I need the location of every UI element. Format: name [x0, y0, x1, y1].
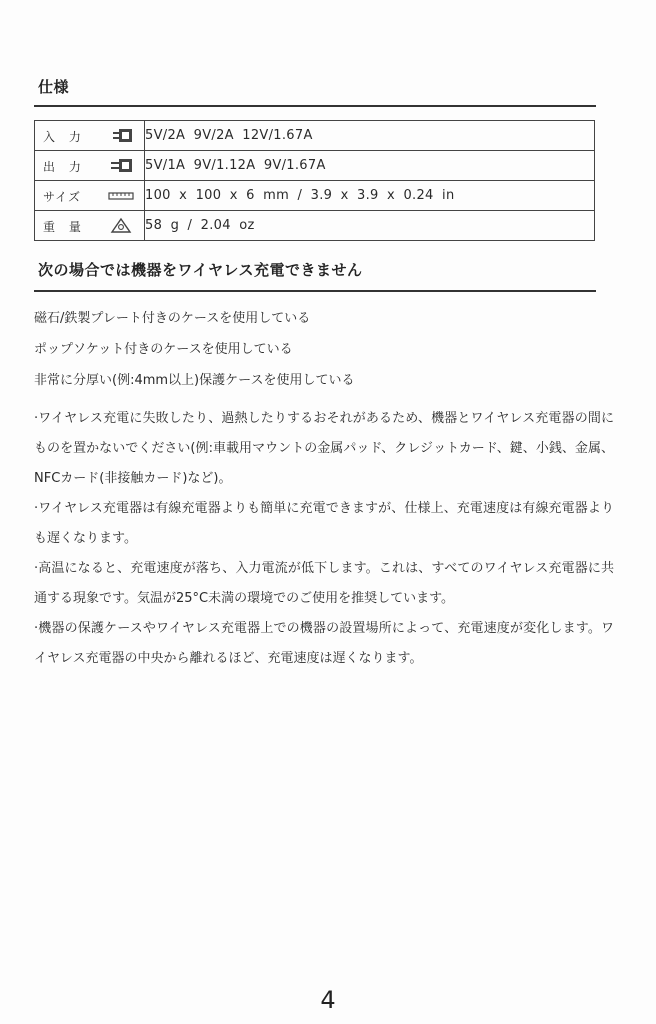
spec-label-size: サイズ	[43, 190, 82, 204]
spec-row-size	[35, 181, 595, 211]
spec-label-input: 入 力	[43, 130, 86, 144]
plug-out-icon	[108, 157, 134, 174]
spec-row-weight	[35, 211, 595, 241]
note-paragraph: ·高温になると、充電速度が落ち、入力電流が低下します。これは、すべてのワイヤレス充電器に共通する現象です。気温が25°C未満の環境でのご使用を推奨しています。	[34, 561, 614, 606]
spec-row-output	[35, 151, 595, 181]
note-paragraph: ·機器の保護ケースやワイヤレス充電器上での機器の設置場所によって、充電速度が変化します。ワイヤレス充電器の中央から離れるほど、充電速度は遅くなります。	[34, 621, 614, 666]
spec-value-weight: 58 g / 2.04 oz	[145, 211, 595, 241]
list-item: ポップソケット付きのケースを使用している	[34, 342, 293, 357]
warning-section-title: 次の場合では機器をワイヤレス充電できません	[38, 261, 363, 279]
spec-section-rule	[34, 105, 596, 107]
ruler-icon	[106, 187, 136, 204]
scale-weight-icon	[108, 217, 134, 234]
spec-row-input	[35, 121, 595, 151]
spec-label-weight: 重 量	[43, 220, 86, 234]
spec-table	[34, 120, 595, 241]
spec-value-size: 100 x 100 x 6 mm / 3.9 x 3.9 x 0.24 in	[145, 181, 595, 211]
plug-in-icon	[108, 127, 134, 144]
list-item: 非常に分厚い(例:4mm以上)保護ケースを使用している	[34, 373, 355, 388]
list-item: 磁石/鉄製プレート付きのケースを使用している	[34, 311, 311, 326]
notes-block	[34, 404, 614, 674]
note-paragraph: ·ワイヤレス充電に失敗したり、過熱したりするおそれがあるため、機器とワイヤレス充電器の間にものを置かないでください(例:車載用マウントの金属パッド、クレジットカード、鍵、小銭、金属、NFCカード(非接触カード)など)。	[34, 411, 614, 486]
condition-list	[34, 308, 596, 401]
spec-section-title: 仕様	[38, 78, 70, 96]
spec-label-output: 出 力	[43, 160, 86, 174]
note-paragraph: ·ワイヤレス充電器は有線充電器よりも簡単に充電できますが、仕様上、充電速度は有線充電器よりも遅くなります。	[34, 501, 614, 546]
page-number: 4	[320, 986, 336, 1014]
spec-value-input: 5V/2A 9V/2A 12V/1.67A	[145, 121, 595, 151]
warning-section-rule	[34, 290, 596, 292]
spec-value-output: 5V/1A 9V/1.12A 9V/1.67A	[145, 151, 595, 181]
